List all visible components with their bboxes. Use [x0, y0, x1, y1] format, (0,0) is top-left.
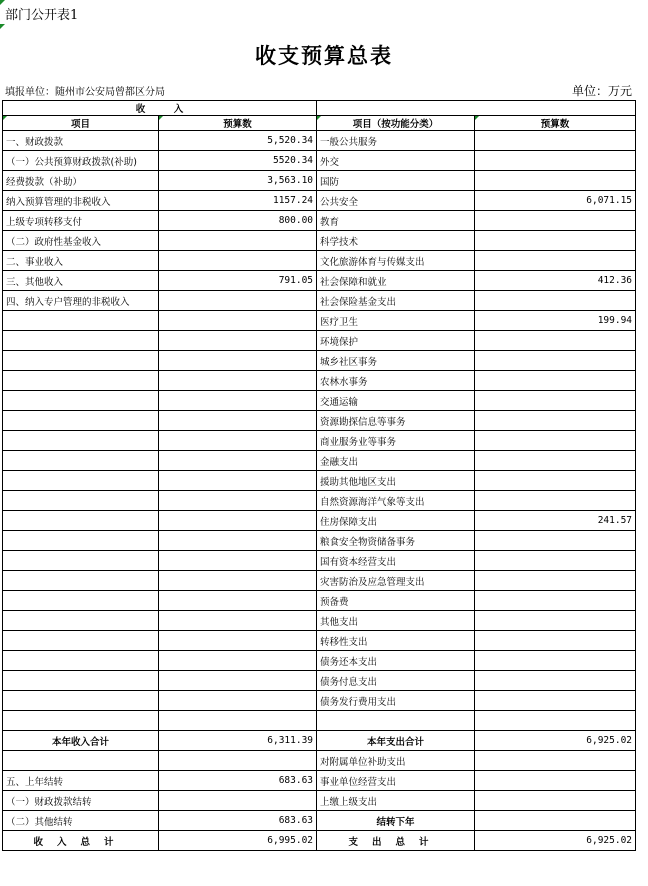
expense-item-cell: 金融支出 [317, 451, 475, 471]
year-income-label: 本年收入合计 [3, 731, 159, 751]
expense-value-cell [475, 131, 636, 151]
income-item-cell [3, 571, 159, 591]
expense-value-cell [475, 251, 636, 271]
income-value-cell: 5520.34 [159, 151, 317, 171]
table-row [3, 331, 636, 351]
expense-value-cell [475, 671, 636, 691]
grand-income-label: 收入总计 [3, 831, 159, 851]
expense-item-cell: 自然资源海洋气象等支出 [317, 491, 475, 511]
expense-item-cell: 社会保险基金支出 [317, 291, 475, 311]
income-value-cell [159, 251, 317, 271]
expense-value-cell [475, 571, 636, 591]
table-row [3, 751, 636, 771]
income-item-cell: 经费拨款（补助） [3, 171, 159, 191]
grand-expense-label: 支出总计 [317, 831, 475, 851]
table-row [3, 271, 636, 291]
income-value-cell [159, 711, 317, 731]
expense-item-cell: 援助其他地区支出 [317, 471, 475, 491]
expense-value-cell: 412.36 [475, 271, 636, 291]
expense-item-cell: 公共安全 [317, 191, 475, 211]
cell-marker [3, 116, 7, 120]
expense-item-cell: 社会保障和就业 [317, 271, 475, 291]
income-item-cell [3, 611, 159, 631]
table-row [3, 631, 636, 651]
income-item-cell [3, 551, 159, 571]
expense-item-cell: 粮食安全物资储备事务 [317, 531, 475, 551]
income-item-cell: （二）其他结转 [3, 811, 159, 831]
cell-marker [0, 24, 5, 29]
income-value-cell [159, 351, 317, 371]
expense-item-cell: 上缴上级支出 [317, 791, 475, 811]
expense-value-cell [475, 631, 636, 651]
expense-value-cell [475, 331, 636, 351]
income-value-cell [159, 531, 317, 551]
expense-value-cell [475, 371, 636, 391]
expense-value-cell [475, 231, 636, 251]
expense-item-cell: 教育 [317, 211, 475, 231]
expense-item-cell [317, 711, 475, 731]
expense-value-cell [475, 491, 636, 511]
income-value-cell [159, 371, 317, 391]
income-item-cell: 一、财政拨款 [3, 131, 159, 151]
expense-item-cell: 对附属单位补助支出 [317, 751, 475, 771]
expense-item-cell: 商业服务业等事务 [317, 431, 475, 451]
expense-value-cell [475, 431, 636, 451]
expense-value-cell [475, 291, 636, 311]
income-value-cell: 683.63 [159, 811, 317, 831]
expense-value-cell: 241.57 [475, 511, 636, 531]
expense-item-cell: 债务还本支出 [317, 651, 475, 671]
income-item-cell: 纳入预算管理的非税收入 [3, 191, 159, 211]
income-value-cell [159, 611, 317, 631]
table-row [3, 131, 636, 151]
income-item-cell: 四、纳入专户管理的非税收入 [3, 291, 159, 311]
income-group-header: 收 入 [3, 101, 317, 116]
page-title: 收支预算总表 [255, 43, 393, 68]
expense-item-cell: 文化旅游体育与传媒支出 [317, 251, 475, 271]
income-item-cell [3, 591, 159, 611]
income-value-cell [159, 751, 317, 771]
income-item-cell [3, 351, 159, 371]
expense-value-cell [475, 391, 636, 411]
income-item-cell [3, 331, 159, 351]
expense-value-cell: 199.94 [475, 311, 636, 331]
table-row [3, 371, 636, 391]
expense-item-cell: 科学技术 [317, 231, 475, 251]
income-value-cell [159, 231, 317, 251]
expense-value-cell [475, 771, 636, 791]
reporting-unit: 填报单位：随州市公安局曾都区分局 [5, 87, 165, 98]
grand-expense-value: 6,925.02 [475, 831, 636, 851]
expense-value-cell [475, 451, 636, 471]
expense-value-cell [475, 211, 636, 231]
expense-value-cell [475, 171, 636, 191]
income-value-cell [159, 671, 317, 691]
expense-value-cell [475, 411, 636, 431]
expense-item-cell: 资源勘探信息等事务 [317, 411, 475, 431]
table-row [3, 591, 636, 611]
budget-summary-table [2, 100, 636, 851]
income-item-cell: 五、上年结转 [3, 771, 159, 791]
expense-value-cell [475, 691, 636, 711]
year-income-value: 6,311.39 [159, 731, 317, 751]
income-value-cell [159, 451, 317, 471]
income-value-cell [159, 571, 317, 591]
income-item-cell [3, 451, 159, 471]
income-item-cell [3, 631, 159, 651]
income-item-cell [3, 531, 159, 551]
expense-value-cell [475, 471, 636, 491]
income-value-cell: 791.05 [159, 271, 317, 291]
income-value-cell [159, 691, 317, 711]
expense-value-cell [475, 811, 636, 831]
income-item-cell: （一）财政拨款结转 [3, 791, 159, 811]
table-row [3, 291, 636, 311]
income-item-cell: 上级专项转移支付 [3, 211, 159, 231]
income-value-cell [159, 391, 317, 411]
income-item-cell: 三、其他收入 [3, 271, 159, 291]
table-row [3, 151, 636, 171]
expense-value-cell [475, 531, 636, 551]
col-item-header: 项目 [3, 116, 159, 131]
table-row [3, 551, 636, 571]
expense-item-cell: 债务发行费用支出 [317, 691, 475, 711]
table-row [3, 411, 636, 431]
table-row [3, 571, 636, 591]
table-row [3, 611, 636, 631]
table-row [3, 251, 636, 271]
table-row [3, 391, 636, 411]
expense-item-cell: 一般公共服务 [317, 131, 475, 151]
income-value-cell [159, 551, 317, 571]
income-value-cell: 5,520.34 [159, 131, 317, 151]
expense-item-cell: 结转下年 [317, 811, 475, 831]
table-row [3, 211, 636, 231]
year-expense-label: 本年支出合计 [317, 731, 475, 751]
income-item-cell [3, 471, 159, 491]
expense-value-cell [475, 551, 636, 571]
income-item-cell [3, 711, 159, 731]
col-func-budget-header: 预算数 [475, 116, 636, 131]
income-item-cell [3, 691, 159, 711]
expense-value-cell [475, 711, 636, 731]
expense-item-cell: 环境保护 [317, 331, 475, 351]
table-row [3, 311, 636, 331]
income-item-cell [3, 411, 159, 431]
table-row [3, 351, 636, 371]
expense-item-cell: 其他支出 [317, 611, 475, 631]
income-item-cell [3, 651, 159, 671]
table-row [3, 511, 636, 531]
expense-item-cell: 医疗卫生 [317, 311, 475, 331]
currency-unit: 单位：万元 [571, 84, 632, 98]
income-value-cell: 683.63 [159, 771, 317, 791]
income-value-cell [159, 791, 317, 811]
table-row [3, 471, 636, 491]
year-expense-value: 6,925.02 [475, 731, 636, 751]
expense-item-cell: 灾害防治及应急管理支出 [317, 571, 475, 591]
income-item-cell [3, 671, 159, 691]
expense-group-header [317, 101, 636, 116]
expense-item-cell: 外交 [317, 151, 475, 171]
table-row [3, 531, 636, 551]
sheet-label: 部门公开表1 [5, 8, 79, 23]
col-budget-header: 预算数 [159, 116, 317, 131]
table-row [3, 231, 636, 251]
table-row [3, 171, 636, 191]
expense-item-cell: 国防 [317, 171, 475, 191]
income-value-cell [159, 631, 317, 651]
income-value-cell [159, 471, 317, 491]
table-row [3, 811, 636, 831]
expense-value-cell [475, 611, 636, 631]
grand-income-value: 6,995.02 [159, 831, 317, 851]
table-row [3, 711, 636, 731]
income-item-cell: 二、事业收入 [3, 251, 159, 271]
expense-value-cell [475, 591, 636, 611]
income-value-cell [159, 331, 317, 351]
income-value-cell [159, 411, 317, 431]
table-row [3, 791, 636, 811]
income-item-cell [3, 431, 159, 451]
expense-value-cell: 6,071.15 [475, 191, 636, 211]
income-item-cell [3, 311, 159, 331]
col-func-item-header: 项目（按功能分类） [317, 116, 475, 131]
income-item-cell [3, 491, 159, 511]
income-item-cell [3, 391, 159, 411]
expense-item-cell: 住房保障支出 [317, 511, 475, 531]
income-value-cell: 800.00 [159, 211, 317, 231]
income-value-cell [159, 291, 317, 311]
income-value-cell [159, 431, 317, 451]
income-item-cell [3, 371, 159, 391]
income-item-cell [3, 511, 159, 531]
cell-marker [317, 116, 321, 120]
expense-value-cell [475, 751, 636, 771]
income-value-cell [159, 651, 317, 671]
table-row [3, 451, 636, 471]
expense-item-cell: 预备费 [317, 591, 475, 611]
expense-value-cell [475, 791, 636, 811]
income-value-cell [159, 511, 317, 531]
income-value-cell [159, 311, 317, 331]
income-item-cell [3, 751, 159, 771]
expense-value-cell [475, 351, 636, 371]
expense-item-cell: 农林水事务 [317, 371, 475, 391]
income-value-cell: 1157.24 [159, 191, 317, 211]
table-row [3, 771, 636, 791]
table-row [3, 431, 636, 451]
income-value-cell: 3,563.10 [159, 171, 317, 191]
expense-item-cell: 转移性支出 [317, 631, 475, 651]
expense-value-cell [475, 651, 636, 671]
income-item-cell: （二）政府性基金收入 [3, 231, 159, 251]
income-value-cell [159, 591, 317, 611]
income-item-cell: （一）公共预算财政拨款(补助) [3, 151, 159, 171]
expense-item-cell: 债务付息支出 [317, 671, 475, 691]
table-row [3, 691, 636, 711]
expense-item-cell: 国有资本经营支出 [317, 551, 475, 571]
cell-marker [159, 116, 163, 120]
expense-item-cell: 交通运输 [317, 391, 475, 411]
cell-marker [475, 116, 479, 120]
expense-value-cell [475, 151, 636, 171]
table-row [3, 651, 636, 671]
expense-item-cell: 城乡社区事务 [317, 351, 475, 371]
table-row [3, 491, 636, 511]
table-row [3, 671, 636, 691]
income-value-cell [159, 491, 317, 511]
table-row [3, 191, 636, 211]
expense-item-cell: 事业单位经营支出 [317, 771, 475, 791]
